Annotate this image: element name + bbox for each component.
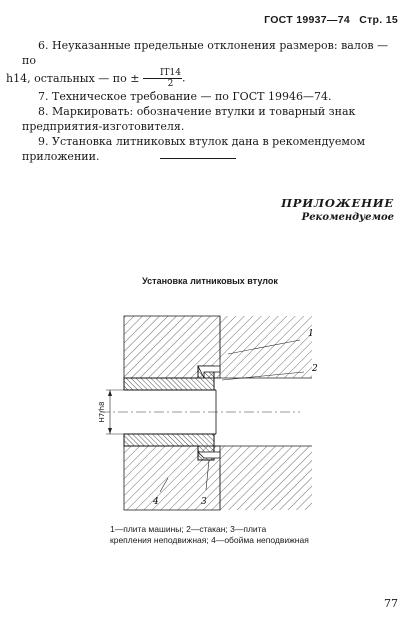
figure-title: Установка литниковых втулок bbox=[142, 276, 278, 286]
callout-4: 4 bbox=[153, 497, 159, 507]
paragraph-7: 7. Техническое требование — по ГОСТ 19946—74. bbox=[38, 90, 332, 103]
paragraph-9: 9. Установка литниковых втулок дана в рекомендуемом приложении. bbox=[22, 135, 366, 163]
fit-label: H7/h8 bbox=[98, 401, 106, 423]
page-label: Стр. 15 bbox=[359, 14, 398, 26]
figure-caption: 1—плита машины; 2—стакан; 3—плита крепления неподвижная; 4—обойма неподвижная bbox=[110, 524, 309, 545]
paragraph-6-line1: 6. Неуказанные предельные отклонения размеров: валов — по bbox=[22, 39, 389, 67]
paragraph-6-end: . bbox=[181, 71, 186, 85]
paragraph-8: 8. Маркировать: обозначение втулки и товарный знак предприятия-изготовителя. bbox=[22, 105, 356, 133]
fraction-denominator: 2 bbox=[167, 79, 174, 89]
callout-2: 2 bbox=[312, 364, 318, 374]
page-number: 77 bbox=[384, 597, 398, 610]
callout-1: 1 bbox=[308, 329, 314, 339]
callout-3: 3 bbox=[201, 497, 207, 507]
appendix-title: ПРИЛОЖЕНИЕ bbox=[281, 196, 394, 210]
appendix-subtitle: Рекомендуемое bbox=[301, 212, 394, 223]
standard-number: ГОСТ 19937—74 bbox=[264, 14, 351, 26]
fraction-numerator: IT14 bbox=[143, 68, 182, 79]
paragraph-6-line2: h14, остальных — по ± bbox=[6, 71, 140, 85]
